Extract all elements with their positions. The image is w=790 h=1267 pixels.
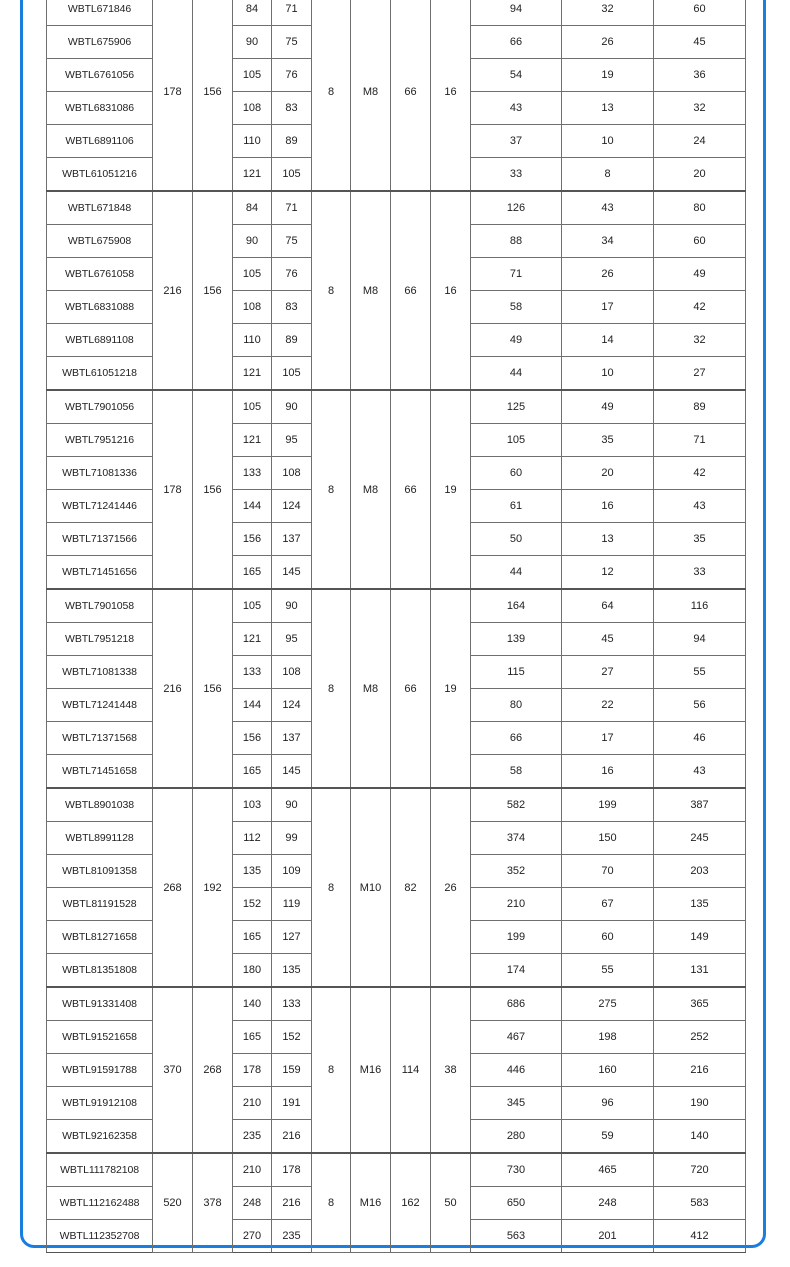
dim-c-cell: 156 <box>233 523 272 556</box>
load-1-cell: 94 <box>471 0 562 26</box>
model-cell: WBTL8991128 <box>47 822 153 855</box>
load-2-cell: 26 <box>562 258 654 291</box>
load-1-cell: 37 <box>471 125 562 158</box>
load-3-cell: 116 <box>654 589 746 623</box>
load-3-cell: 32 <box>654 92 746 125</box>
dim-d-cell: 135 <box>272 954 312 988</box>
load-3-cell: 42 <box>654 291 746 324</box>
load-2-cell: 60 <box>562 921 654 954</box>
load-3-cell: 140 <box>654 1120 746 1154</box>
model-cell: WBTL6891106 <box>47 125 153 158</box>
dim-d-cell: 83 <box>272 291 312 324</box>
model-cell: WBTL7951216 <box>47 424 153 457</box>
dim-g-cell: 19 <box>431 589 471 788</box>
load-2-cell: 10 <box>562 357 654 391</box>
load-3-cell: 149 <box>654 921 746 954</box>
load-2-cell: 17 <box>562 722 654 755</box>
model-cell: WBTL91591788 <box>47 1054 153 1087</box>
dim-a-cell: 178 <box>153 390 193 589</box>
dim-c-cell: 105 <box>233 258 272 291</box>
load-3-cell: 252 <box>654 1021 746 1054</box>
dim-c-cell: 84 <box>233 0 272 26</box>
dim-c-cell: 105 <box>233 59 272 92</box>
dim-c-cell: 248 <box>233 1187 272 1220</box>
dim-c-cell: 105 <box>233 390 272 424</box>
load-3-cell: 71 <box>654 424 746 457</box>
load-3-cell: 36 <box>654 59 746 92</box>
dim-e-cell: 8 <box>312 987 351 1153</box>
load-2-cell: 27 <box>562 656 654 689</box>
load-1-cell: 563 <box>471 1220 562 1253</box>
dim-a-cell: 370 <box>153 987 193 1153</box>
load-2-cell: 10 <box>562 125 654 158</box>
dim-c-cell: 178 <box>233 1054 272 1087</box>
load-3-cell: 135 <box>654 888 746 921</box>
load-1-cell: 44 <box>471 357 562 391</box>
dim-a-cell: 268 <box>153 788 193 987</box>
dim-c-cell: 156 <box>233 722 272 755</box>
dim-c-cell: 140 <box>233 987 272 1021</box>
load-3-cell: 45 <box>654 26 746 59</box>
load-3-cell: 33 <box>654 556 746 590</box>
load-3-cell: 583 <box>654 1187 746 1220</box>
model-cell: WBTL71081338 <box>47 656 153 689</box>
model-cell: WBTL6831086 <box>47 92 153 125</box>
load-1-cell: 50 <box>471 523 562 556</box>
model-cell: WBTL7901056 <box>47 390 153 424</box>
load-1-cell: 126 <box>471 191 562 225</box>
dim-f-cell: 66 <box>391 191 431 390</box>
bolt-size-cell: M8 <box>351 0 391 191</box>
dim-a-cell: 520 <box>153 1153 193 1253</box>
dim-f-cell: 114 <box>391 987 431 1153</box>
load-3-cell: 131 <box>654 954 746 988</box>
dim-e-cell: 8 <box>312 788 351 987</box>
load-2-cell: 70 <box>562 855 654 888</box>
dim-e-cell: 8 <box>312 191 351 390</box>
dim-d-cell: 95 <box>272 424 312 457</box>
bolt-size-cell: M10 <box>351 788 391 987</box>
dim-c-cell: 235 <box>233 1120 272 1154</box>
model-cell: WBTL81271658 <box>47 921 153 954</box>
load-3-cell: 203 <box>654 855 746 888</box>
dim-c-cell: 144 <box>233 689 272 722</box>
load-2-cell: 199 <box>562 788 654 822</box>
load-1-cell: 43 <box>471 92 562 125</box>
dim-d-cell: 89 <box>272 324 312 357</box>
load-2-cell: 20 <box>562 457 654 490</box>
dim-d-cell: 108 <box>272 656 312 689</box>
load-3-cell: 60 <box>654 225 746 258</box>
model-cell: WBTL81191528 <box>47 888 153 921</box>
dim-d-cell: 89 <box>272 125 312 158</box>
dim-d-cell: 216 <box>272 1187 312 1220</box>
table-row <box>47 0 746 26</box>
load-1-cell: 686 <box>471 987 562 1021</box>
load-2-cell: 45 <box>562 623 654 656</box>
load-3-cell: 190 <box>654 1087 746 1120</box>
dim-d-cell: 108 <box>272 457 312 490</box>
dim-f-cell: 162 <box>391 1153 431 1253</box>
table-row <box>47 987 746 1021</box>
dim-b-cell: 268 <box>193 987 233 1153</box>
dim-c-cell: 90 <box>233 225 272 258</box>
load-1-cell: 730 <box>471 1153 562 1187</box>
load-1-cell: 345 <box>471 1087 562 1120</box>
load-1-cell: 374 <box>471 822 562 855</box>
model-cell: WBTL671848 <box>47 191 153 225</box>
load-3-cell: 43 <box>654 490 746 523</box>
dim-c-cell: 105 <box>233 589 272 623</box>
model-cell: WBTL675908 <box>47 225 153 258</box>
dim-c-cell: 133 <box>233 457 272 490</box>
dim-c-cell: 121 <box>233 357 272 391</box>
dim-b-cell: 156 <box>193 390 233 589</box>
dim-c-cell: 152 <box>233 888 272 921</box>
dim-b-cell: 156 <box>193 191 233 390</box>
dim-d-cell: 95 <box>272 623 312 656</box>
dim-d-cell: 235 <box>272 1220 312 1253</box>
load-3-cell: 80 <box>654 191 746 225</box>
dim-d-cell: 90 <box>272 589 312 623</box>
dim-d-cell: 71 <box>272 0 312 26</box>
dim-a-cell: 216 <box>153 589 193 788</box>
load-1-cell: 66 <box>471 26 562 59</box>
dim-d-cell: 159 <box>272 1054 312 1087</box>
dim-c-cell: 133 <box>233 656 272 689</box>
model-cell: WBTL8901038 <box>47 788 153 822</box>
load-1-cell: 125 <box>471 390 562 424</box>
load-2-cell: 96 <box>562 1087 654 1120</box>
load-3-cell: 720 <box>654 1153 746 1187</box>
load-3-cell: 245 <box>654 822 746 855</box>
load-3-cell: 24 <box>654 125 746 158</box>
model-cell: WBTL6891108 <box>47 324 153 357</box>
model-cell: WBTL111782108 <box>47 1153 153 1187</box>
dim-d-cell: 124 <box>272 689 312 722</box>
spec-table-body <box>47 0 746 1253</box>
dim-d-cell: 76 <box>272 59 312 92</box>
load-1-cell: 71 <box>471 258 562 291</box>
load-2-cell: 19 <box>562 59 654 92</box>
load-2-cell: 32 <box>562 0 654 26</box>
load-1-cell: 33 <box>471 158 562 192</box>
dim-d-cell: 145 <box>272 755 312 789</box>
load-1-cell: 352 <box>471 855 562 888</box>
dim-c-cell: 180 <box>233 954 272 988</box>
load-1-cell: 467 <box>471 1021 562 1054</box>
dim-e-cell: 8 <box>312 589 351 788</box>
load-1-cell: 60 <box>471 457 562 490</box>
table-row <box>47 1153 746 1187</box>
model-cell: WBTL71241448 <box>47 689 153 722</box>
model-cell: WBTL91912108 <box>47 1087 153 1120</box>
dim-g-cell: 26 <box>431 788 471 987</box>
model-cell: WBTL112352708 <box>47 1220 153 1253</box>
dim-d-cell: 105 <box>272 158 312 192</box>
dim-c-cell: 210 <box>233 1087 272 1120</box>
model-cell: WBTL71451658 <box>47 755 153 789</box>
load-3-cell: 365 <box>654 987 746 1021</box>
load-1-cell: 49 <box>471 324 562 357</box>
load-2-cell: 14 <box>562 324 654 357</box>
load-2-cell: 22 <box>562 689 654 722</box>
model-cell: WBTL6831088 <box>47 291 153 324</box>
model-cell: WBTL92162358 <box>47 1120 153 1154</box>
load-3-cell: 46 <box>654 722 746 755</box>
dim-c-cell: 165 <box>233 921 272 954</box>
dim-g-cell: 38 <box>431 987 471 1153</box>
model-cell: WBTL81351808 <box>47 954 153 988</box>
load-2-cell: 201 <box>562 1220 654 1253</box>
load-3-cell: 55 <box>654 656 746 689</box>
load-2-cell: 55 <box>562 954 654 988</box>
dim-d-cell: 191 <box>272 1087 312 1120</box>
load-3-cell: 89 <box>654 390 746 424</box>
load-2-cell: 43 <box>562 191 654 225</box>
dim-g-cell: 19 <box>431 390 471 589</box>
load-2-cell: 49 <box>562 390 654 424</box>
bolt-size-cell: M8 <box>351 390 391 589</box>
table-row <box>47 788 746 822</box>
dim-d-cell: 124 <box>272 490 312 523</box>
dim-d-cell: 83 <box>272 92 312 125</box>
load-1-cell: 164 <box>471 589 562 623</box>
load-2-cell: 67 <box>562 888 654 921</box>
dim-b-cell: 156 <box>193 0 233 191</box>
dim-f-cell: 66 <box>391 0 431 191</box>
model-cell: WBTL6761058 <box>47 258 153 291</box>
dim-c-cell: 112 <box>233 822 272 855</box>
dim-b-cell: 378 <box>193 1153 233 1253</box>
model-cell: WBTL71241446 <box>47 490 153 523</box>
dim-g-cell: 16 <box>431 191 471 390</box>
dim-d-cell: 90 <box>272 390 312 424</box>
load-3-cell: 32 <box>654 324 746 357</box>
model-cell: WBTL91331408 <box>47 987 153 1021</box>
load-3-cell: 412 <box>654 1220 746 1253</box>
dim-f-cell: 66 <box>391 589 431 788</box>
load-2-cell: 35 <box>562 424 654 457</box>
model-cell: WBTL6761056 <box>47 59 153 92</box>
load-2-cell: 12 <box>562 556 654 590</box>
model-cell: WBTL71081336 <box>47 457 153 490</box>
model-cell: WBTL112162488 <box>47 1187 153 1220</box>
dim-c-cell: 108 <box>233 291 272 324</box>
load-1-cell: 650 <box>471 1187 562 1220</box>
dim-c-cell: 84 <box>233 191 272 225</box>
load-1-cell: 44 <box>471 556 562 590</box>
load-2-cell: 465 <box>562 1153 654 1187</box>
model-cell: WBTL61051218 <box>47 357 153 391</box>
dim-a-cell: 178 <box>153 0 193 191</box>
bolt-size-cell: M8 <box>351 589 391 788</box>
dim-c-cell: 144 <box>233 490 272 523</box>
load-2-cell: 34 <box>562 225 654 258</box>
model-cell: WBTL91521658 <box>47 1021 153 1054</box>
dim-c-cell: 110 <box>233 125 272 158</box>
load-3-cell: 49 <box>654 258 746 291</box>
dim-c-cell: 165 <box>233 1021 272 1054</box>
dim-d-cell: 90 <box>272 788 312 822</box>
load-1-cell: 139 <box>471 623 562 656</box>
load-1-cell: 80 <box>471 689 562 722</box>
dim-d-cell: 76 <box>272 258 312 291</box>
load-3-cell: 27 <box>654 357 746 391</box>
table-row <box>47 589 746 623</box>
dim-f-cell: 82 <box>391 788 431 987</box>
dim-g-cell: 50 <box>431 1153 471 1253</box>
dim-e-cell: 8 <box>312 390 351 589</box>
load-1-cell: 88 <box>471 225 562 258</box>
dim-c-cell: 103 <box>233 788 272 822</box>
model-cell: WBTL675906 <box>47 26 153 59</box>
model-cell: WBTL7951218 <box>47 623 153 656</box>
load-2-cell: 13 <box>562 92 654 125</box>
load-1-cell: 61 <box>471 490 562 523</box>
load-2-cell: 64 <box>562 589 654 623</box>
load-1-cell: 174 <box>471 954 562 988</box>
dim-e-cell: 8 <box>312 1153 351 1253</box>
load-2-cell: 26 <box>562 26 654 59</box>
dim-d-cell: 71 <box>272 191 312 225</box>
dim-c-cell: 121 <box>233 158 272 192</box>
model-cell: WBTL61051216 <box>47 158 153 192</box>
load-1-cell: 54 <box>471 59 562 92</box>
model-cell: WBTL671846 <box>47 0 153 26</box>
load-1-cell: 210 <box>471 888 562 921</box>
dim-c-cell: 165 <box>233 755 272 789</box>
dim-d-cell: 137 <box>272 722 312 755</box>
bolt-size-cell: M16 <box>351 1153 391 1253</box>
dim-d-cell: 178 <box>272 1153 312 1187</box>
dim-d-cell: 152 <box>272 1021 312 1054</box>
dim-d-cell: 137 <box>272 523 312 556</box>
load-1-cell: 199 <box>471 921 562 954</box>
dim-c-cell: 165 <box>233 556 272 590</box>
load-2-cell: 160 <box>562 1054 654 1087</box>
model-cell: WBTL71451656 <box>47 556 153 590</box>
dim-d-cell: 75 <box>272 225 312 258</box>
load-3-cell: 60 <box>654 0 746 26</box>
dim-b-cell: 192 <box>193 788 233 987</box>
load-2-cell: 16 <box>562 490 654 523</box>
dim-c-cell: 110 <box>233 324 272 357</box>
load-3-cell: 387 <box>654 788 746 822</box>
model-cell: WBTL71371566 <box>47 523 153 556</box>
load-2-cell: 275 <box>562 987 654 1021</box>
dim-f-cell: 66 <box>391 390 431 589</box>
dim-c-cell: 121 <box>233 424 272 457</box>
spec-table <box>46 0 746 1253</box>
model-cell: WBTL71371568 <box>47 722 153 755</box>
dim-c-cell: 135 <box>233 855 272 888</box>
dim-g-cell: 16 <box>431 0 471 191</box>
load-2-cell: 198 <box>562 1021 654 1054</box>
dim-b-cell: 156 <box>193 589 233 788</box>
load-1-cell: 280 <box>471 1120 562 1154</box>
load-3-cell: 56 <box>654 689 746 722</box>
bolt-size-cell: M8 <box>351 191 391 390</box>
load-3-cell: 20 <box>654 158 746 192</box>
load-2-cell: 16 <box>562 755 654 789</box>
load-1-cell: 58 <box>471 291 562 324</box>
dim-c-cell: 121 <box>233 623 272 656</box>
dim-d-cell: 105 <box>272 357 312 391</box>
load-1-cell: 582 <box>471 788 562 822</box>
dim-d-cell: 133 <box>272 987 312 1021</box>
load-1-cell: 105 <box>471 424 562 457</box>
load-3-cell: 42 <box>654 457 746 490</box>
load-2-cell: 248 <box>562 1187 654 1220</box>
dim-c-cell: 270 <box>233 1220 272 1253</box>
load-3-cell: 35 <box>654 523 746 556</box>
dim-c-cell: 108 <box>233 92 272 125</box>
dim-d-cell: 109 <box>272 855 312 888</box>
load-1-cell: 66 <box>471 722 562 755</box>
dim-c-cell: 210 <box>233 1153 272 1187</box>
dim-d-cell: 216 <box>272 1120 312 1154</box>
load-2-cell: 59 <box>562 1120 654 1154</box>
load-3-cell: 94 <box>654 623 746 656</box>
bolt-size-cell: M16 <box>351 987 391 1153</box>
dim-d-cell: 145 <box>272 556 312 590</box>
load-2-cell: 8 <box>562 158 654 192</box>
load-1-cell: 446 <box>471 1054 562 1087</box>
load-3-cell: 216 <box>654 1054 746 1087</box>
dim-d-cell: 119 <box>272 888 312 921</box>
dim-c-cell: 90 <box>233 26 272 59</box>
dim-a-cell: 216 <box>153 191 193 390</box>
dim-d-cell: 75 <box>272 26 312 59</box>
load-2-cell: 150 <box>562 822 654 855</box>
load-1-cell: 115 <box>471 656 562 689</box>
model-cell: WBTL81091358 <box>47 855 153 888</box>
load-3-cell: 43 <box>654 755 746 789</box>
table-row <box>47 390 746 424</box>
load-2-cell: 13 <box>562 523 654 556</box>
model-cell: WBTL7901058 <box>47 589 153 623</box>
load-2-cell: 17 <box>562 291 654 324</box>
dim-d-cell: 127 <box>272 921 312 954</box>
dim-d-cell: 99 <box>272 822 312 855</box>
load-1-cell: 58 <box>471 755 562 789</box>
table-row <box>47 191 746 225</box>
dim-e-cell: 8 <box>312 0 351 191</box>
